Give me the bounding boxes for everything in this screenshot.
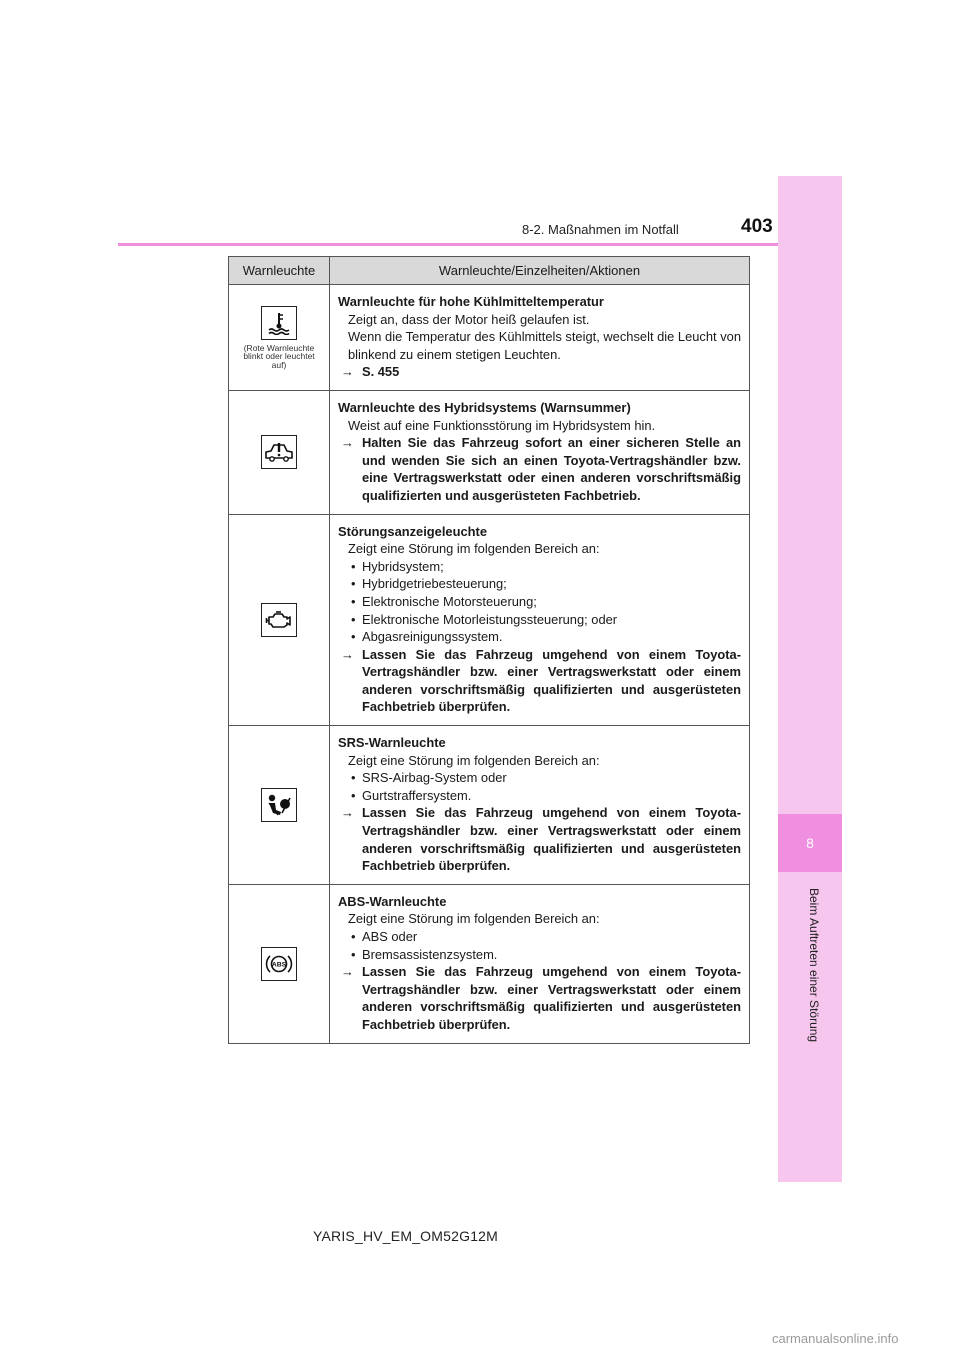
page-number: 403 xyxy=(741,216,773,237)
lamp-action: → Lassen Sie das Fahrzeug umgehend von einem Toyota-Vertragshändler bzw. einer Vertragswerkstatt oder einem anderen vorschriftsmäßig qualifizierten und ausgerüsteten Fachbetrieb überprüfen. xyxy=(341,964,741,1032)
icon-note: (Rote Warnleuchte blinkt oder leuchtet auf) xyxy=(243,342,315,370)
srs-airbag-icon xyxy=(261,788,297,822)
lamp-description: Weist auf eine Funktionsstörung im Hybridsystem hin. xyxy=(348,417,656,433)
lamp-title: Störungsanzeigeleuchte xyxy=(338,523,487,539)
lamp-description: Zeigt an, dass der Motor heiß gelaufen ist. xyxy=(348,311,590,327)
document-code: YARIS_HV_EM_OM52G12M xyxy=(313,1228,499,1244)
list-item: • Bremsassistenzsystem. xyxy=(338,946,741,964)
watermark: carmanualsonline.info xyxy=(772,1331,899,1346)
lamp-action: → Lassen Sie das Fahrzeug umgehend von einem Toyota-Vertragshändler bzw. einer Vertragswerkstatt oder einem anderen vorschriftsmäßig qualifizierten und ausgerüsteten Fachbetrieb überprüfen. xyxy=(341,805,741,874)
lamp-title: SRS-Warnleuchte xyxy=(338,735,446,751)
lamp-cell xyxy=(229,726,330,885)
side-tab-background-top xyxy=(778,176,842,814)
list-item: • Elektronische Motorsteuerung; xyxy=(338,593,741,611)
list-item: • Hybridgetriebesteuerung; xyxy=(338,575,741,593)
lamp-description: Zeigt eine Störung im folgenden Bereich an: xyxy=(348,911,600,927)
lamp-cell xyxy=(229,884,330,1043)
chapter-number-tab[interactable]: 8 xyxy=(778,814,842,872)
warning-lamp-table xyxy=(228,256,750,1044)
chapter-title: Beim Auftreten einer Störung xyxy=(807,888,821,1043)
list-item: • SRS-Airbag-System oder xyxy=(338,769,741,787)
lamp-cell xyxy=(229,285,330,391)
table-row xyxy=(229,285,750,391)
details-cell xyxy=(330,390,750,514)
lamp-title: Warnleuchte des Hybridsystems (Warnsummer) xyxy=(338,399,631,415)
table-header-row xyxy=(229,257,750,285)
lamp-cell xyxy=(229,514,330,726)
list-item: • ABS oder xyxy=(338,928,741,946)
list-item: • Hybridsystem; xyxy=(338,558,741,576)
lamp-description: Zeigt eine Störung im folgenden Bereich an: xyxy=(348,752,600,768)
section-title: 8-2. Maßnahmen im Notfall xyxy=(522,222,679,237)
details-cell xyxy=(330,285,750,391)
table-row xyxy=(229,514,750,726)
lamp-action: → Lassen Sie das Fahrzeug umgehend von einem Toyota-Vertragshändler bzw. einer Vertragswerkstatt oder einem anderen vorschriftsmäßig qualifizierten und ausgerüsteten Fachbetrieb überprüfen. xyxy=(341,646,741,715)
list-item: • Elektronische Motorleistungssteuerung; oder xyxy=(338,611,741,629)
list-item: • Abgasreinigungssystem. xyxy=(338,628,741,646)
lamp-description: Zeigt eine Störung im folgenden Bereich an: xyxy=(348,541,600,557)
lamp-title: Warnleuchte für hohe Kühlmitteltemperatur xyxy=(338,294,604,309)
table-row xyxy=(229,390,750,514)
header-divider xyxy=(118,243,778,246)
column-header-details: Warnleuchte/Einzelheiten/Aktionen xyxy=(330,257,750,285)
abs-icon xyxy=(261,947,297,981)
details-cell xyxy=(330,514,750,726)
hybrid-system-warning-icon xyxy=(261,435,297,469)
lamp-cell xyxy=(229,390,330,514)
table-row xyxy=(229,884,750,1043)
engine-malfunction-icon xyxy=(261,603,297,637)
lamp-action: → S. 455 xyxy=(341,364,400,380)
column-header-lamp: Warnleuchte xyxy=(229,257,330,285)
lamp-action: → Halten Sie das Fahrzeug sofort an einer sicheren Stelle an und wenden Sie sich an einen Toyota-Vertragshändler bzw. eine Vertragswerkstatt oder einen anderen vorschriftsmäßig qualifizierten und ausgerüsteten Fachbetrieb. xyxy=(341,435,741,503)
page-reference-link[interactable]: S. 455 xyxy=(362,364,400,380)
details-cell xyxy=(330,884,750,1043)
list-item: • Gurtstraffersystem. xyxy=(338,787,741,805)
svg-text:ABS: ABS xyxy=(271,961,287,969)
table-row xyxy=(229,726,750,885)
lamp-title: ABS-Warnleuchte xyxy=(338,893,447,909)
lamp-description: Wenn die Temperatur des Kühlmittels steigt, wechselt die Leucht von blinkend zu einem stetigen Leuchten. xyxy=(348,329,741,362)
details-cell xyxy=(330,726,750,885)
coolant-temperature-icon xyxy=(261,306,297,340)
